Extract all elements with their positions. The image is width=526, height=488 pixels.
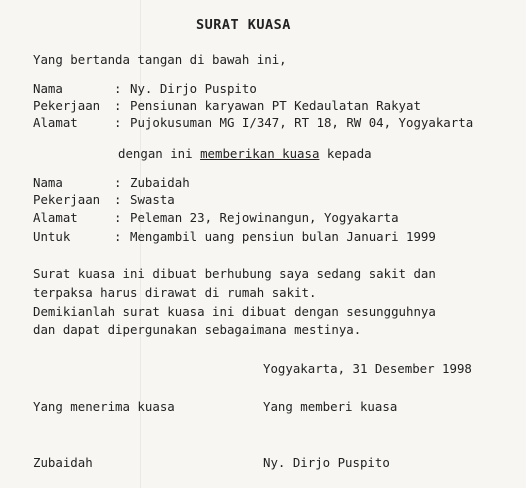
place-date: Yogyakarta, 31 Desember 1998 (263, 361, 472, 376)
colon: : (114, 98, 122, 113)
colon: : (114, 81, 122, 96)
reason-line: Surat kuasa ini dibuat berhubung saya sedang sakit dan (33, 266, 436, 281)
grantee-address-label: Alamat (33, 210, 78, 225)
grantor-job-value: Pensiunan karyawan PT Kedaulatan Rakyat (130, 98, 421, 113)
reason-line: dan dapat dipergunakan sebagaimana mestinya. (33, 322, 362, 337)
grantee-name-label: Nama (33, 175, 63, 190)
grantee-purpose-value: Mengambil uang pensiun bulan Januari 1999 (130, 229, 436, 244)
receiver-label: Yang menerima kuasa (33, 399, 175, 414)
grantor-name-value: Ny. Dirjo Puspito (130, 81, 257, 96)
colon: : (114, 229, 122, 244)
colon: : (114, 175, 122, 190)
grantor-job-label: Pekerjaan (33, 98, 101, 113)
intro-text: Yang bertanda tangan di bawah ini, (33, 52, 287, 67)
grantee-job-label: Pekerjaan (33, 192, 101, 207)
grantor-address-label: Alamat (33, 115, 78, 130)
colon: : (114, 210, 122, 225)
grant-statement-post: kepada (319, 146, 372, 161)
grantor-name-label: Nama (33, 81, 63, 96)
grantee-purpose-label: Untuk (33, 229, 71, 244)
giver-name: Ny. Dirjo Puspito (263, 455, 390, 470)
grantor-address-value: Pujokusuman MG I/347, RT 18, RW 04, Yogyakarta (130, 115, 474, 130)
grantee-address-value: Peleman 23, Rejowinangun, Yogyakarta (130, 210, 399, 225)
grant-statement-pre: dengan ini (118, 146, 201, 161)
colon: : (114, 192, 122, 207)
giver-label: Yang memberi kuasa (263, 399, 398, 414)
grantee-name-value: Zubaidah (130, 175, 190, 190)
grantee-job-value: Swasta (130, 192, 175, 207)
reason-line: terpaksa harus dirawat di rumah sakit. (33, 285, 317, 300)
letter-title: SURAT KUASA (196, 17, 291, 33)
grant-statement (118, 146, 372, 162)
colon: : (114, 115, 122, 130)
reason-line: Demikianlah surat kuasa ini dibuat dengan sesungguhnya (33, 304, 436, 319)
grant-statement-underlined: memberikan kuasa (200, 146, 320, 161)
receiver-name: Zubaidah (33, 455, 93, 470)
